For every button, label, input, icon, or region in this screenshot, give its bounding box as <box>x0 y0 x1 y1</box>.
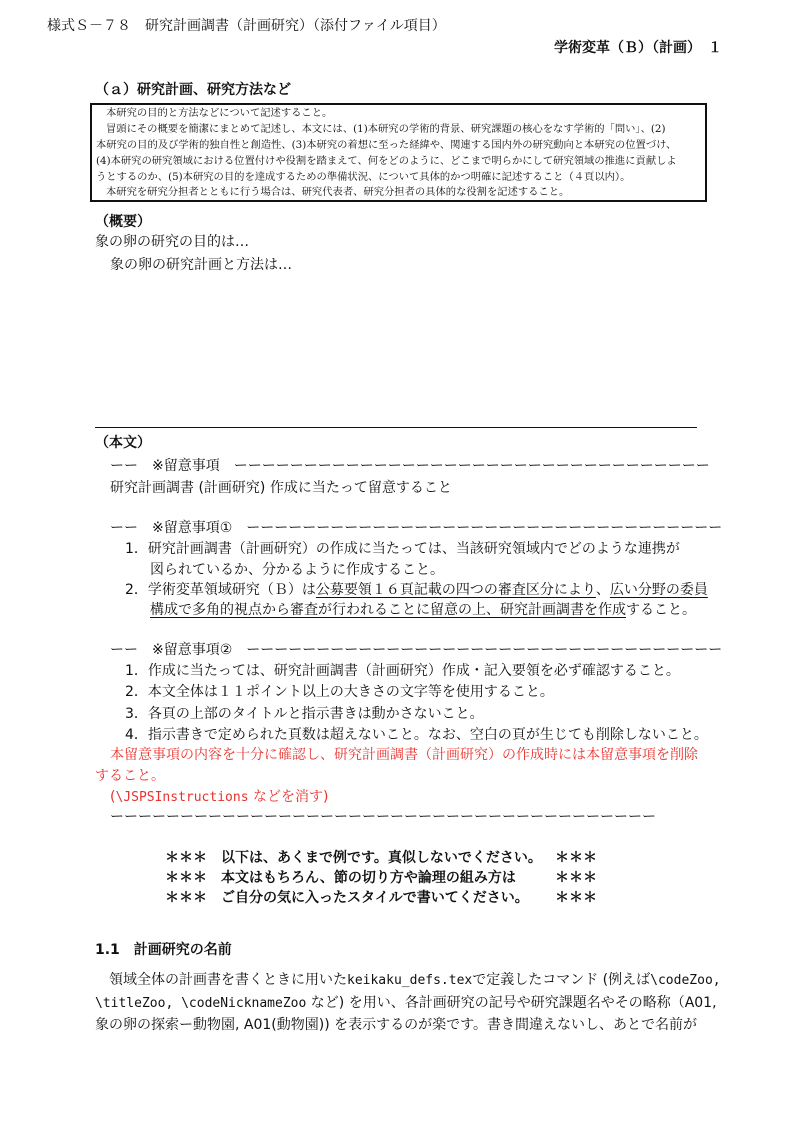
overview-heading: （概要） <box>95 214 151 230</box>
text: 領域全体の計画書を書くときに用いた <box>95 972 347 988</box>
note-item-cont: 図られているか、分かるように作成すること。 <box>150 562 444 578</box>
note-item: 3．各頁の上部のタイトルと指示書きは動かさないこと。 <box>125 706 484 722</box>
instruction-line: 本研究の目的と方法などについて記述すること。 <box>106 107 333 119</box>
example-line: ＊＊＊ ご自分の気に入ったスタイルで書いてください。 <box>165 890 529 906</box>
text: 、 <box>595 582 610 598</box>
instruction-box <box>90 103 707 202</box>
divider <box>95 427 697 428</box>
instruction-line: 冒頭にその概要を簡潔にまとめて記述し、本文には、(1)本研究の学術的背景、研究課題の核心をなす学術的「問い」、(2) <box>106 123 666 135</box>
instruction-line: (4)本研究の研究領域における位置付けや役割を踏まえて、何をどのように、どこまで明らかにして研究領域の推進に貢献しよ <box>96 155 677 167</box>
note-item: 1．研究計画調書（計画研究）の作成に当たっては、当該研究領域内でどのような連携が <box>125 541 680 557</box>
underlined-text: 広い分野の委員 <box>609 582 708 598</box>
example-stars: ＊＊＊ <box>555 890 597 906</box>
note-header: ーー ※留意事項② ーーーーーーーーーーーーーーーーーーーーーーーーーーーーーーーーーー <box>110 642 723 658</box>
underlined-text: 公募要領１６頁記載の四つの審査区分により <box>315 582 596 598</box>
code-text: \codeZoo, <box>650 973 721 988</box>
body-heading: （本文） <box>95 435 151 451</box>
paragraph-line <box>95 995 717 1012</box>
instruction-line: うとするのか、(5)本研究の目的を達成するための準備状況、について具体的かつ明確に記述すること（４頁以内）。 <box>96 171 631 183</box>
text: などを消す) <box>248 789 329 805</box>
code-text: \titleZoo, \codeNicknameZoo <box>95 996 307 1011</box>
category-label: 学術変革（Ｂ）（計画） １ <box>554 40 722 56</box>
instruction-line: 本研究を研究分担者とともに行う場合は、研究代表者、研究分担者の具体的な役割を記述すること。 <box>106 186 570 198</box>
underlined-text: 構成で多角的視点から審査が行われることに留意の上、研究計画調書を作成 <box>150 602 626 618</box>
section-a-heading: （ａ）研究計画、研究方法など <box>95 82 291 98</box>
overview-line: 象の卵の研究の目的は… <box>95 234 249 250</box>
note-item: 2．本文全体は１１ポイント以上の大きさの文字等を使用すること。 <box>125 684 554 700</box>
example-line: ＊＊＊ 本文はもちろん、節の切り方や論理の組み方は <box>165 870 516 886</box>
code-text: keikaku_defs.tex <box>347 973 473 988</box>
paragraph-line <box>95 972 721 989</box>
section-heading: 1.1 計画研究の名前 <box>95 942 232 958</box>
note-text: 研究計画調書 (計画研究) 作成に当たって留意すること <box>110 480 452 496</box>
red-note <box>110 789 328 806</box>
text: ( <box>110 789 116 805</box>
red-note: 本留意事項の内容を十分に確認し、研究計画調書（計画研究）の作成時には本留意事項を削除 <box>110 747 698 763</box>
form-title: 様式Ｓ－７８ 研究計画調書（計画研究）（添付ファイル項目） <box>47 18 446 34</box>
text: など) を用い、各計画研究の記号や研究課題名やその略称（A01, <box>306 995 717 1011</box>
example-stars: ＊＊＊ <box>555 870 597 886</box>
note-item: 1．作成に当たっては、研究計画調書（計画研究）作成・記入要領を必ず確認すること。 <box>125 663 680 679</box>
text: で定義したコマンド (例えば <box>472 972 651 988</box>
overview-line: 象の卵の研究計画と方法は… <box>110 257 292 273</box>
command-text: \JSPSInstructions <box>115 790 249 805</box>
note-item-cont <box>150 602 696 618</box>
text: すること。 <box>626 602 696 618</box>
note-header: ーー ※留意事項① ーーーーーーーーーーーーーーーーーーーーーーーーーーーーーーーーーー <box>110 520 723 536</box>
note-item <box>125 582 708 598</box>
note-item: 4．指示書きで定められた頁数は超えないこと。なお、空白の頁が生じても削除しないこと。 <box>125 727 708 743</box>
red-note: すること。 <box>95 768 165 784</box>
text: 2．学術変革領域研究（Ｂ）は <box>125 582 316 598</box>
note-header: ーー ※留意事項 ーーーーーーーーーーーーーーーーーーーーーーーーーーーーーーーーーー <box>110 458 710 474</box>
example-line: ＊＊＊ 以下は、あくまで例です。真似しないでください。 <box>165 850 542 866</box>
instruction-line: 本研究の目的及び学術的独自性と創造性、(3)本研究の着想に至った経緯や、関連する国内外の研究動向と本研究の位置づけ、 <box>96 139 677 151</box>
note-end-line: ーーーーーーーーーーーーーーーーーーーーーーーーーーーーーーーーーーーーーーー <box>110 809 656 825</box>
example-stars: ＊＊＊ <box>555 850 597 866</box>
paragraph-line: 象の卵の探索ー動物園, A01(動物園)) を表示するのが楽です。書き間違えないし、あとで名前が <box>95 1017 698 1033</box>
